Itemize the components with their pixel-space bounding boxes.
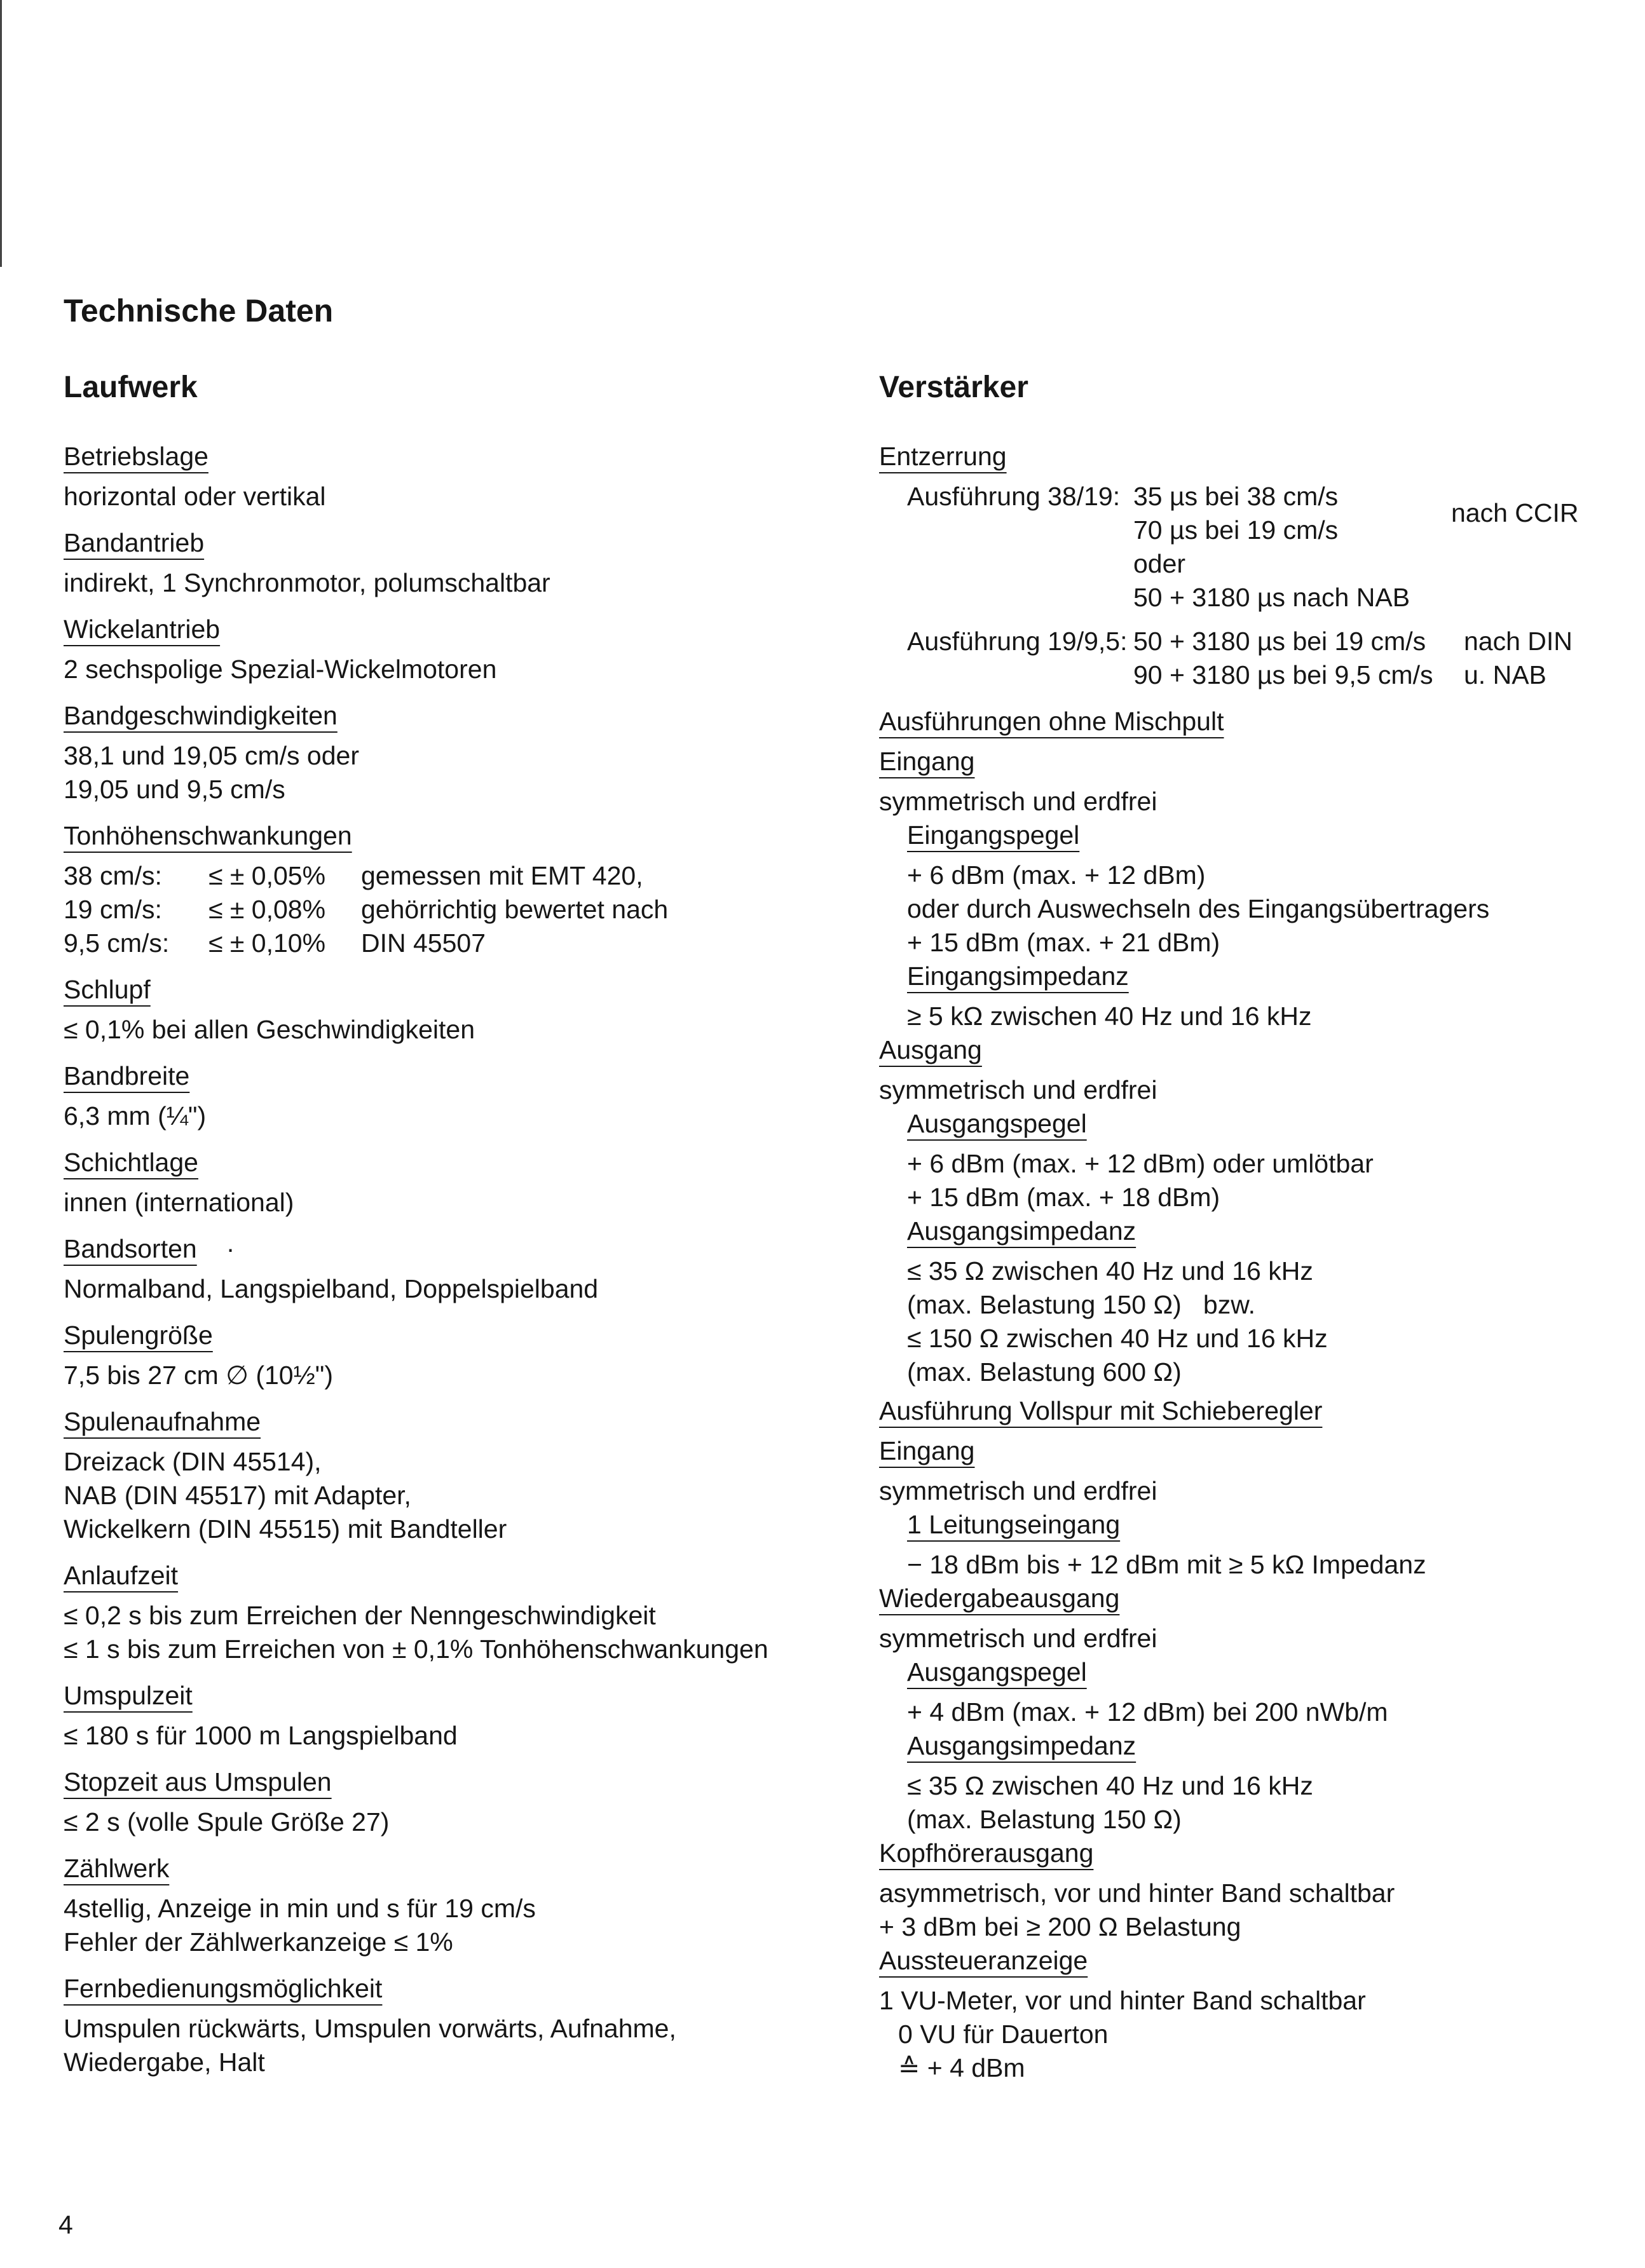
note-cell: gehörrichtig bewertet nach <box>361 895 669 924</box>
value-cell: ≤ ± 0,10% <box>208 928 326 958</box>
variant-value: 70 µs bei 19 cm/s <box>1133 515 1339 545</box>
verstaerker-heading: Verstärker <box>879 370 1028 404</box>
spulengroesse-label: Spulengröße <box>64 1321 213 1350</box>
schichtlage-label: Schichtlage <box>64 1148 198 1177</box>
eingangspegel-label: Eingangspegel <box>907 820 1080 850</box>
speed-cell: 19 cm/s: <box>64 895 162 924</box>
umspulzeit-label: Umspulzeit <box>64 1681 193 1710</box>
betriebslage-value: horizontal oder vertikal <box>64 482 326 511</box>
ausgangsimpedanz-line: (max. Belastung 150 Ω) bzw. <box>907 1290 1255 1319</box>
schlupf-value: ≤ 0,1% bei allen Geschwindigkeiten <box>64 1015 475 1044</box>
entzerrung-section <box>879 440 1629 692</box>
spulenaufnahme-label: Spulenaufnahme <box>64 1407 261 1436</box>
ausgangspegel-line: + 6 dBm (max. + 12 dBm) oder umlötbar <box>907 1149 1374 1178</box>
vollspur-ausgangspegel-label: Ausgangspegel <box>907 1657 1087 1687</box>
variant-key: Ausführung 19/9,5: <box>907 627 1128 656</box>
variant-note: u. NAB <box>1464 660 1546 689</box>
scan-edge-line <box>0 0 2 267</box>
value-cell: ≤ ± 0,08% <box>208 895 326 924</box>
bandantrieb-value: indirekt, 1 Synchronmotor, polumschaltbar <box>64 568 550 597</box>
entzerrung-variant-19-9-5 <box>879 625 1629 692</box>
stray-dot-mark: · <box>226 1234 235 1263</box>
variant-value: 90 + 3180 µs bei 9,5 cm/s <box>1133 660 1433 689</box>
page-title: Technische Daten <box>64 293 334 329</box>
page-number: 4 <box>58 2210 73 2239</box>
spulenaufnahme-line: Dreizack (DIN 45514), <box>64 1447 322 1476</box>
kopfhoererausgang-section <box>879 1837 1629 1944</box>
betriebslage-label: Betriebslage <box>64 442 208 471</box>
stopzeit-value: ≤ 2 s (volle Spule Größe 27) <box>64 1807 390 1837</box>
entzerrung-label: Entzerrung <box>879 442 1007 471</box>
anlaufzeit-line: ≤ 0,2 s bis zum Erreichen der Nenngeschwindigkeit <box>64 1601 656 1630</box>
variant-note: nach DIN <box>1464 627 1573 656</box>
schlupf-section <box>64 973 852 1047</box>
wiedergabeausgang-value: symmetrisch und erdfrei <box>879 1624 1157 1653</box>
zaehlwerk-line: 4stellig, Anzeige in min und s für 19 cm/s <box>64 1894 536 1923</box>
betriebslage-section <box>64 440 852 513</box>
stopzeit-section <box>64 1765 852 1839</box>
eingang-value: symmetrisch und erdfrei <box>879 787 1157 816</box>
spulenaufnahme-line: NAB (DIN 45517) mit Adapter, <box>64 1481 411 1510</box>
verstaerker-column <box>879 369 1629 2085</box>
umspulzeit-section <box>64 1679 852 1753</box>
aussteueranzeige-line: 0 VU für Dauerton <box>898 2020 1109 2049</box>
eingang-label: Eingang <box>879 747 975 776</box>
bandgeschwindigkeiten-label: Bandgeschwindigkeiten <box>64 701 338 730</box>
bandbreite-value: 6,3 mm (¼") <box>64 1101 207 1131</box>
spulenaufnahme-section <box>64 1405 852 1546</box>
wickelantrieb-value: 2 sechspolige Spezial-Wickelmotoren <box>64 655 497 684</box>
wickelantrieb-section <box>64 613 852 686</box>
fernbedienung-section <box>64 1972 852 2079</box>
aussteueranzeige-line: 1 VU-Meter, vor und hinter Band schaltbar <box>879 1986 1366 2015</box>
schichtlage-value: innen (international) <box>64 1188 294 1217</box>
ausgangspegel-line: + 15 dBm (max. + 18 dBm) <box>907 1183 1220 1212</box>
aussteueranzeige-line: ≙ + 4 dBm <box>898 2053 1025 2082</box>
variant-value: 50 + 3180 µs nach NAB <box>1133 583 1410 612</box>
wickelantrieb-label: Wickelantrieb <box>64 615 221 644</box>
anlaufzeit-label: Anlaufzeit <box>64 1561 179 1590</box>
vollspur-ausgangspegel-value: + 4 dBm (max. + 12 dBm) bei 200 nWb/m <box>907 1697 1388 1727</box>
fernbedienung-line: Umspulen rückwärts, Umspulen vorwärts, Aufnahme, <box>64 2014 676 2043</box>
anlaufzeit-line: ≤ 1 s bis zum Erreichen von ± 0,1% Tonhöhenschwankungen <box>64 1634 768 1664</box>
bandbreite-section <box>64 1059 852 1133</box>
bandgeschwindigkeiten-section <box>64 699 852 806</box>
stopzeit-label: Stopzeit aus Umspulen <box>64 1767 332 1796</box>
vollspur-eingang-value: symmetrisch und erdfrei <box>879 1476 1157 1505</box>
vollspur-ausgangsimpedanz-line: (max. Belastung 150 Ω) <box>907 1805 1182 1834</box>
bandsorten-value: Normalband, Langspielband, Doppelspielband <box>64 1274 599 1303</box>
variant-notes <box>1464 625 1629 692</box>
spulenaufnahme-line: Wickelkern (DIN 45515) mit Bandteller <box>64 1514 507 1544</box>
variant-key: Ausführung 38/19: <box>907 482 1121 511</box>
bandgeschwindigkeiten-line: 19,05 und 9,5 cm/s <box>64 775 285 804</box>
zaehlwerk-line: Fehler der Zählwerkanzeige ≤ 1% <box>64 1927 453 1957</box>
variant-value: 35 µs bei 38 cm/s <box>1133 482 1339 511</box>
schlupf-label: Schlupf <box>64 975 151 1004</box>
variant-values <box>1133 625 1464 692</box>
spulengroesse-section <box>64 1319 852 1392</box>
eingangspegel-line: oder durch Auswechseln des Eingangsübertragers <box>907 894 1490 923</box>
entzerrung-variant-38-19 <box>879 480 1629 615</box>
ausgangsimpedanz-line: ≤ 150 Ω zwischen 40 Hz und 16 kHz <box>907 1324 1328 1353</box>
variant-values <box>1133 480 1464 615</box>
speed-cell: 9,5 cm/s: <box>64 928 170 958</box>
vollspur-eingang-label: Eingang <box>879 1436 975 1465</box>
vollspur-ausgangsimpedanz-line: ≤ 35 Ω zwischen 40 Hz und 16 kHz <box>907 1771 1313 1800</box>
aussteueranzeige-section <box>879 1944 1629 2085</box>
spulengroesse-value: 7,5 bis 27 cm ∅ (10½") <box>64 1361 333 1390</box>
kopfhoererausgang-line: + 3 dBm bei ≥ 200 Ω Belastung <box>879 1912 1241 1941</box>
variant-note: nach CCIR <box>1451 498 1579 527</box>
zaehlwerk-section <box>64 1852 852 1959</box>
note-cell: DIN 45507 <box>361 928 486 958</box>
tonhoehenschwankungen-label: Tonhöhenschwankungen <box>64 821 352 850</box>
ausgang-value: symmetrisch und erdfrei <box>879 1075 1157 1104</box>
ohne-mischpult-section <box>879 705 1629 1389</box>
eingangspegel-line: + 15 dBm (max. + 21 dBm) <box>907 928 1220 957</box>
kopfhoererausgang-line: asymmetrisch, vor und hinter Band schaltbar <box>879 1878 1395 1908</box>
bandsorten-section <box>64 1232 852 1306</box>
note-cell: gemessen mit EMT 420, <box>361 861 643 890</box>
eingangspegel-line: + 6 dBm (max. + 12 dBm) <box>907 860 1206 890</box>
ausgangsimpedanz-label: Ausgangsimpedanz <box>907 1216 1136 1246</box>
tonhoehenschwankungen-section <box>64 819 852 960</box>
ohne-mischpult-label: Ausführungen ohne Mischpult <box>879 707 1224 736</box>
tonhoehenschwankungen-table <box>64 859 852 960</box>
wiedergabeausgang-label: Wiedergabeausgang <box>879 1584 1120 1613</box>
eingangsimpedanz-label: Eingangsimpedanz <box>907 961 1129 991</box>
laufwerk-heading: Laufwerk <box>64 370 198 404</box>
kopfhoererausgang-label: Kopfhörerausgang <box>879 1838 1094 1868</box>
leitungseingang-value: − 18 dBm bis + 12 dBm mit ≥ 5 kΩ Impedanz <box>907 1550 1426 1579</box>
bandantrieb-section <box>64 526 852 600</box>
ausgang-label: Ausgang <box>879 1035 982 1064</box>
leitungseingang-label: 1 Leitungseingang <box>907 1510 1121 1539</box>
bandantrieb-label: Bandantrieb <box>64 528 205 557</box>
speed-cell: 38 cm/s: <box>64 861 162 890</box>
ausgangsimpedanz-line: ≤ 35 Ω zwischen 40 Hz und 16 kHz <box>907 1256 1313 1286</box>
variant-value: oder <box>1133 549 1186 578</box>
schichtlage-section <box>64 1146 852 1219</box>
variant-value: 50 + 3180 µs bei 19 cm/s <box>1133 627 1426 656</box>
anlaufzeit-section <box>64 1559 852 1666</box>
ausgangsimpedanz-line: (max. Belastung 600 Ω) <box>907 1357 1182 1387</box>
ausgangspegel-label: Ausgangspegel <box>907 1109 1087 1138</box>
aussteueranzeige-label: Aussteueranzeige <box>879 1946 1088 1975</box>
bandgeschwindigkeiten-line: 38,1 und 19,05 cm/s oder <box>64 741 359 770</box>
vollspur-ausgangsimpedanz-label: Ausgangsimpedanz <box>907 1731 1136 1760</box>
zaehlwerk-label: Zählwerk <box>64 1854 170 1883</box>
bandsorten-label: Bandsorten <box>64 1234 197 1263</box>
fernbedienung-label: Fernbedienungsmöglichkeit <box>64 1974 383 2003</box>
eingangsimpedanz-value: ≥ 5 kΩ zwischen 40 Hz und 16 kHz <box>907 1002 1312 1031</box>
value-cell: ≤ ± 0,05% <box>208 861 326 890</box>
fernbedienung-line: Wiedergabe, Halt <box>64 2047 265 2077</box>
bandbreite-label: Bandbreite <box>64 1061 190 1090</box>
laufwerk-column <box>64 369 852 2092</box>
umspulzeit-value: ≤ 180 s für 1000 m Langspielband <box>64 1721 458 1750</box>
vollspur-section <box>879 1394 1629 1837</box>
vollspur-label: Ausführung Vollspur mit Schieberegler <box>879 1396 1323 1425</box>
